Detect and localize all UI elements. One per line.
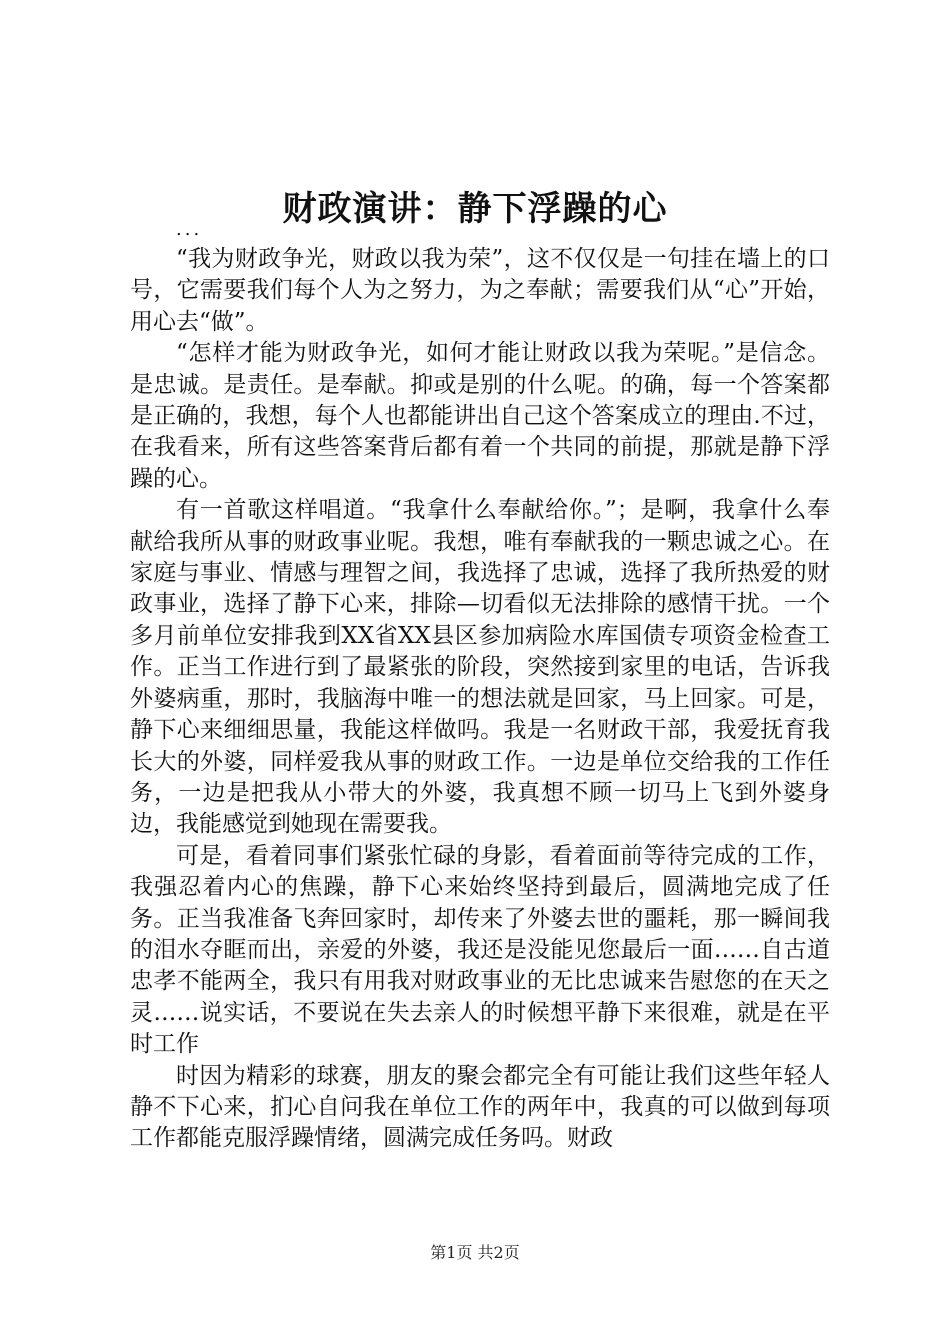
paragraph-1: “我为财政争光，财政以我为荣”，这不仅仅是一句挂在墙上的口号，它需要我们每个人为之努力，为之奉献；需要我们从“心”开始，用心去“做”。 — [130, 246, 830, 335]
paragraph-3: 有一首歌这样唱道。“我拿什么奉献给你。”；是啊，我拿什么奉献给我所从事的财政事业呢。我想，唯有奉献我的一颗忠诚之心。在家庭与事业、情感与理智之间，我选择了忠诚，选择了我所热爱的财政事业，选择了静下心来，排除—切看似无法排除的感情干扰。一个多月前单位安排我到XX省XX县区参加病险水库国债专项资金检查工作。正当工作进行到了最紧张的阶段，突然接到家里的电话，告诉我外婆病重，那时，我脑海中唯一的想法就是回家，马上回家。可是，静下心来细细思量，我能这样做吗。我是一名财政干部，我爱抚育我长大的外婆，同样爱我从事的财政工作。一边是单位交给我的工作任务，一边是把我从小带大的外婆，我真想不顾一切马上飞到外婆身边，我能感觉到她现在需要我。 — [130, 497, 830, 838]
document-body — [130, 216, 830, 1155]
paragraph-4: 可是，看着同事们紧张忙碌的身影，看着面前等待完成的工作，我强忍着内心的焦躁，静下心来始终坚持到最后，圆满地完成了任务。正当我准备飞奔回家时，却传来了外婆去世的噩耗，那一瞬间我的泪水夺眶而出，亲爱的外婆，我还是没能见您最后一面……自古道忠孝不能两全，我只有用我对财政事业的无比忠诚来告慰您的在天之灵……说实话，不要说在失去亲人的时候想平静下来很难，就是在平时工作 — [130, 842, 830, 1058]
paragraph-2: “怎样才能为财政争光，如何才能让财政以我为荣呢。”是信念。是忠诚。是责任。是奉献。抑或是别的什么呢。的确，每一个答案都是正确的，我想，每个人也都能讲出自己这个答案成立的理由.不过，在我看来，所有这些答案背后都有着一个共同的前提，那就是静下浮躁的心。 — [130, 340, 830, 492]
page-number-footer: 第1页 共2页 — [430, 1243, 520, 1262]
document-title: 财政演讲：静下浮躁的心 — [282, 189, 668, 229]
ellipsis-marker: ... — [176, 219, 203, 240]
paragraph-5: 时因为精彩的球赛，朋友的聚会都完全有可能让我们这些年轻人静不下心来，扪心自问我在单位工作的两年中，我真的可以做到每项工作都能克服浮躁情绪，圆满完成任务吗。财政 — [130, 1062, 830, 1152]
